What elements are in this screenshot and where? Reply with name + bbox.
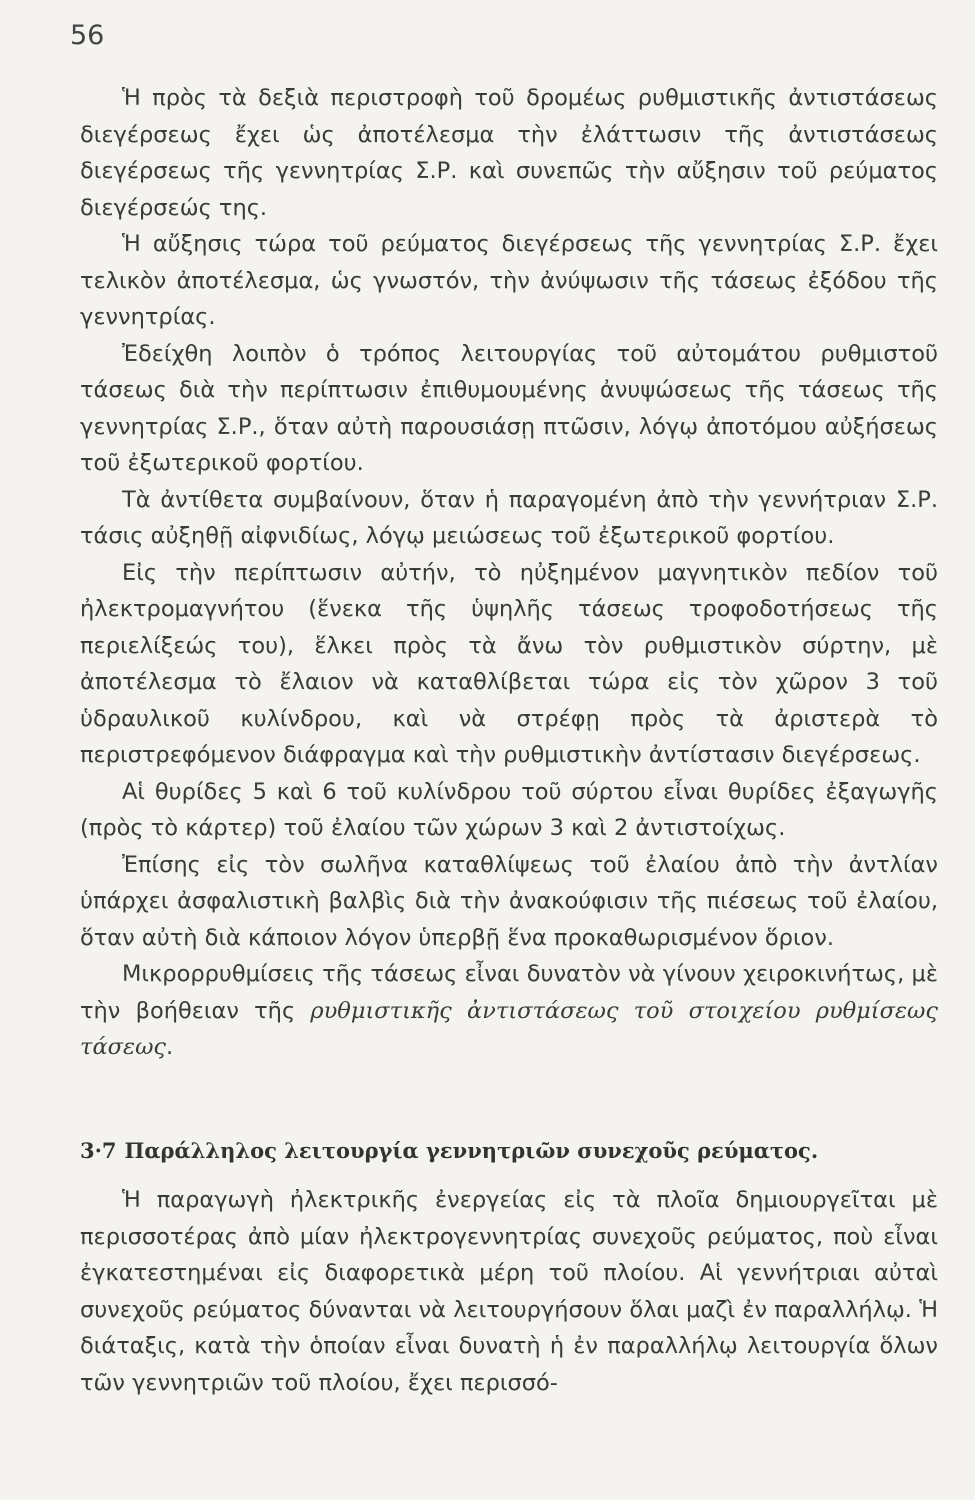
section-title: Παράλληλος λειτουργία γεννητριῶν συνεχοῦς ρεύματος. [124, 1138, 819, 1163]
section-heading [80, 1136, 938, 1166]
body-text-top [80, 80, 938, 1066]
page-number: 56 [70, 20, 105, 51]
body-text-bottom [80, 1182, 938, 1401]
paragraph: Τὰ ἀντίθετα συμβαίνουν, ὅταν ἡ παραγομένη ἀπὸ τὴν γεννήτριαν Σ.Ρ. τάσις αὐξηθῇ αἰφνιδίως, λόγῳ μειώσεως τοῦ ἐξωτερικοῦ φορτίου. [80, 486, 938, 549]
paragraph: Ἡ παραγωγὴ ἠλεκτρικῆς ἐνεργείας εἰς τὰ πλοῖα δημιουργεῖται μὲ περισσοτέρας ἀπὸ μίαν ἠλεκτρογεννητρίας συνεχοῦς ρεύματος, ποὺ εἶναι ἐγκατεστημέναι εἰς διαφορετικὰ μέρη τοῦ πλοίου. Αἱ γεννήτριαι αὐταὶ συνεχοῦς ρεύματος δύνανται νὰ λειτουργήσουν ὅλαι μαζὶ ἐν παραλλήλῳ. Ἡ διάταξις, κατὰ τὴν ὁποίαν εἶναι δυνατὴ ἡ ἐν παραλλήλῳ λειτουργία ὅλων τῶν γεννητριῶν τοῦ πλοίου, ἔχει περισσό- [80, 1187, 938, 1396]
paragraph: Ἡ αὔξησις τώρα τοῦ ρεύματος διεγέρσεως τῆς γεννητρίας Σ.Ρ. ἔχει τελικὸν ἀποτέλεσμα, ὡς γνωστόν, τὴν ἀνύψωσιν τῆς τάσεως ἐξόδου τῆς γεννητρίας. [80, 231, 938, 330]
paragraph-with-emphasis [80, 956, 938, 1066]
paragraph-text: Μικρορρυθμίσεις τῆς τάσεως εἶναι δυνατὸν νὰ γίνουν χειροκινήτως, μὲ τὴν βοήθειαν τῆς [80, 961, 938, 1024]
paragraph: Εἰς τὴν περίπτωσιν αὐτήν, τὸ ηὐξημένον μαγνητικὸν πεδίον τοῦ ἠλεκτρομαγνήτου (ἕνεκα τῆς ὑψηλῆς τάσεως τροφοδοτήσεως τῆς περιελίξεώς του), ἕλκει πρὸς τὰ ἄνω τὸν ρυθμιστικὸν σύρτην, μὲ ἀποτέλεσμα τὸ ἔλαιον νὰ καταθλίβεται τώρα εἰς τὸν χῶρον 3 τοῦ ὑδραυλικοῦ κυλίνδρου, καὶ νὰ στρέφῃ πρὸς τὰ ἀριστερὰ τὸ περιστρεφόμενον διάφραγμα καὶ τὴν ρυθμιστικὴν ἀντίστασιν διεγέρσεως. [80, 559, 938, 768]
paragraph: Ἐδείχθη λοιπὸν ὁ τρόπος λειτουργίας τοῦ αὐτομάτου ρυθμιστοῦ τάσεως διὰ τὴν περίπτωσιν ἐπιθυμουμένης ἀνυψώσεως τῆς τάσεως τῆς γεννητρίας Σ.Ρ., ὅταν αὐτὴ παρουσιάσῃ πτῶσιν, λόγῳ ἀποτόμου αὐξήσεως τοῦ ἐξωτερικοῦ φορτίου. [80, 340, 938, 476]
paragraph: Αἱ θυρίδες 5 καὶ 6 τοῦ κυλίνδρου τοῦ σύρτου εἶναι θυρίδες ἐξαγωγῆς (πρὸς τὸ κάρτερ) τοῦ ἐλαίου τῶν χώρων 3 καὶ 2 ἀντιστοίχως. [80, 778, 938, 841]
emphasis-text: ρυθμιστικῆς ἀντιστάσεως τοῦ στοιχείου ρυθμίσεως τάσεως [80, 997, 939, 1060]
section-number: 3·7 [80, 1138, 117, 1163]
paragraph: Ἡ πρὸς τὰ δεξιὰ περιστροφὴ τοῦ δρομέως ρυθμιστικῆς ἀντιστάσεως διεγέρσεως ἔχει ὡς ἀποτέλεσμα τὴν ἐλάττωσιν τῆς ἀντιστάσεως διεγέρσεως τῆς γεννητρίας Σ.Ρ. καὶ συνεπῶς τὴν αὔξησιν τοῦ ρεύματος διεγέρσεώς της. [80, 85, 938, 221]
paragraph: Ἐπίσης εἰς τὸν σωλῆνα καταθλίψεως τοῦ ἐλαίου ἀπὸ τὴν ἀντλίαν ὑπάρχει ἀσφαλιστικὴ βαλβὶς διὰ τὴν ἀνακούφισιν τῆς πιέσεως τοῦ ἐλαίου, ὅταν αὐτὴ διὰ κάποιον λόγον ὑπερβῇ ἕνα προκαθωρισμένον ὅριον. [80, 851, 938, 951]
paragraph-end: . [166, 1034, 174, 1060]
